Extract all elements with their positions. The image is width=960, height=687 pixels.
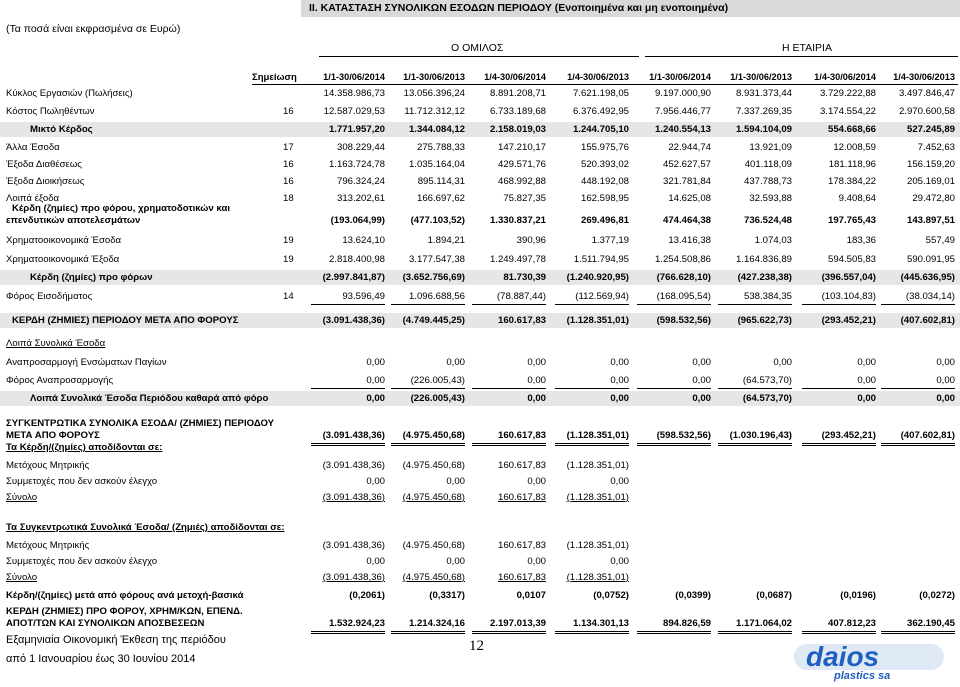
value-cell: 32.593,88 [749, 193, 792, 204]
total-underline [718, 631, 792, 634]
row-label: ΣΥΓΚΕΝΤΡΩΤΙΚΑ ΣΥΝΟΛΙΚΑ ΕΣΟΔΑ/ (ΖΗΜΙΕΣ) ΠΕΡΙΟΔΟΥ [6, 418, 275, 429]
column-header-8: 1/4-30/06/2013 [893, 72, 955, 82]
column-header-3: 1/4-30/06/2014 [484, 72, 546, 82]
row-label: Λοιπά Συνολικά Έσοδα [6, 338, 106, 349]
value-cell: 390,96 [516, 235, 546, 246]
row-note-ref: 14 [283, 291, 294, 302]
value-cell: (4.975.450,68) [402, 430, 465, 441]
value-cell: 160.617,83 [497, 492, 546, 503]
value-cell: (0,0752) [593, 590, 629, 601]
value-cell: 7.956.446,77 [654, 106, 711, 117]
row-label-continued: ΑΠΟΤ/ΤΩΝ ΚΑΙ ΣΥΝΟΛΙΚΩΝ ΑΠΟΣΒΕΣΕΩΝ [6, 618, 205, 629]
total-underline [311, 443, 385, 446]
value-cell: (1.128.351,01) [566, 540, 629, 551]
row-note-ref: 16 [283, 159, 294, 170]
value-cell: (407.602,81) [900, 315, 955, 326]
total-underline [555, 443, 629, 446]
value-cell: 9.197.000,90 [654, 88, 711, 99]
value-cell: 0,00 [692, 357, 711, 368]
value-cell: 0,00 [366, 556, 385, 567]
value-cell: 8.891.208,71 [489, 88, 546, 99]
total-underline [881, 388, 955, 389]
value-cell: (0,2061) [349, 590, 385, 601]
value-cell: 160.617,83 [497, 430, 546, 441]
footer-report-period: από 1 Ιανουαρίου έως 30 Ιουνίου 2014 [6, 653, 196, 665]
value-cell: (4.749.445,25) [402, 315, 465, 326]
column-header-6: 1/1-30/06/2013 [730, 72, 792, 82]
value-cell: 13.624,10 [342, 235, 385, 246]
total-underline [637, 388, 711, 389]
value-cell: 14.625,08 [668, 193, 711, 204]
total-underline [311, 631, 385, 634]
value-cell: 8.931.373,44 [735, 88, 792, 99]
value-cell: (293.452,21) [821, 315, 876, 326]
value-cell: (193.064,99) [330, 215, 385, 226]
column-header-4: 1/4-30/06/2013 [567, 72, 629, 82]
value-cell: 0,00 [446, 476, 465, 487]
statement-title: II. ΚΑΤΑΣΤΑΣΗ ΣΥΝΟΛΙΚΩΝ ΕΣΟΔΩΝ ΠΕΡΙΟΔΟΥ (Ενοποιημένα και μη ενοποιημένα) [309, 2, 729, 14]
value-cell: 2.197.013,39 [489, 618, 546, 629]
value-cell: 13.056.396,24 [403, 88, 465, 99]
value-cell: 0,00 [446, 357, 465, 368]
value-cell: 313.202,61 [336, 193, 385, 204]
value-cell: 75.827,35 [503, 193, 546, 204]
value-cell: (4.975.450,68) [402, 492, 465, 503]
value-cell: 1.214.324,16 [408, 618, 465, 629]
row-note-ref: 16 [283, 176, 294, 187]
row-label: ΚΕΡΔΗ (ΖΗΜΙΕΣ) ΠΕΡΙΟΔΟΥ ΜΕΤΑ ΑΠΟ ΦΟΡΟΥΣ [12, 315, 239, 326]
value-cell: 0,00 [857, 357, 876, 368]
value-cell: (4.975.450,68) [402, 460, 465, 471]
value-cell: (4.975.450,68) [402, 540, 465, 551]
value-cell: 554.668,66 [827, 124, 876, 135]
total-underline [391, 388, 465, 389]
value-cell: (3.091.438,36) [322, 430, 385, 441]
value-cell: 9.408,64 [838, 193, 876, 204]
value-cell: (3.091.438,36) [322, 460, 385, 471]
value-cell: 0,00 [527, 476, 546, 487]
value-cell: 11.712.312,12 [404, 106, 465, 117]
row-label: Σύνολο [6, 492, 38, 503]
total-underline [311, 304, 385, 305]
value-cell: 1.894,21 [427, 235, 465, 246]
value-cell: 321.781,84 [662, 176, 711, 187]
total-underline [637, 304, 711, 305]
value-cell: 474.464,38 [662, 215, 711, 226]
value-cell: 894.826,59 [662, 618, 711, 629]
total-underline [637, 443, 711, 446]
total-underline [391, 631, 465, 634]
value-cell: 2.158.019,03 [489, 124, 546, 135]
value-cell: 162.598,95 [580, 193, 629, 204]
value-cell: 160.617,83 [497, 572, 546, 583]
value-cell: 0,00 [610, 357, 629, 368]
value-cell: 407.812,23 [827, 618, 876, 629]
row-label: Σύνολο [6, 572, 38, 583]
value-cell: 0,00 [857, 375, 876, 386]
value-cell: 7.337.269,35 [735, 106, 792, 117]
value-cell: (64.573,70) [742, 375, 792, 386]
value-cell: (3.091.438,36) [322, 315, 385, 326]
value-cell: (965.622,73) [737, 315, 792, 326]
value-cell: (0,0272) [919, 590, 955, 601]
value-cell: 1.344.084,12 [408, 124, 465, 135]
value-cell: 178.384,22 [827, 176, 876, 187]
value-cell: 143.897,51 [906, 215, 955, 226]
logo-wordmark: daios [806, 641, 880, 672]
row-label: Κέρδη (ζημίες) προ φόρων [30, 272, 153, 283]
value-cell: 2.970.600,58 [898, 106, 955, 117]
value-cell: 81.730,39 [503, 272, 546, 283]
row-label: Χρηματοοικονομικά Έσοδα [6, 235, 122, 246]
group-underline [319, 56, 639, 57]
value-cell: (1.030.196,43) [729, 430, 792, 441]
value-cell: 452.627,57 [662, 159, 711, 170]
value-cell: 0,00 [366, 375, 385, 386]
value-cell: 0,00 [527, 393, 546, 404]
row-note-ref: 16 [283, 106, 294, 117]
value-cell: 1.074,03 [754, 235, 792, 246]
value-cell: 205.169,01 [906, 176, 955, 187]
value-cell: 0,00 [857, 393, 876, 404]
total-underline [802, 443, 876, 446]
value-cell: (226.005,43) [410, 375, 465, 386]
row-note-ref: 18 [283, 193, 294, 204]
value-cell: 0,00 [527, 357, 546, 368]
logo-subtext: plastics sa [834, 670, 891, 682]
total-underline [472, 388, 546, 389]
row-label: Φόρος Εισοδήματος [6, 291, 93, 302]
value-cell: (766.628,10) [656, 272, 711, 283]
row-label: Χρηματοοικονομικά Έξοδα [6, 254, 120, 265]
value-cell: 1.330.837,21 [489, 215, 546, 226]
value-cell: 895.114,31 [417, 176, 465, 187]
value-cell: 181.118,96 [828, 159, 876, 170]
value-cell: 520.393,02 [580, 159, 629, 170]
value-cell: (4.975.450,68) [402, 572, 465, 583]
value-cell: 1.532.924,23 [328, 618, 385, 629]
value-cell: (0,0399) [675, 590, 711, 601]
column-header-2: 1/1-30/06/2013 [403, 72, 465, 82]
value-cell: (3.091.438,36) [322, 540, 385, 551]
value-cell: 160.617,83 [497, 315, 546, 326]
row-label: Έξοδα Διοικήσεως [6, 176, 85, 187]
value-cell: 1.244.705,10 [572, 124, 629, 135]
value-cell: 1.134.301,13 [572, 618, 629, 629]
value-cell: (3.652.756,69) [402, 272, 465, 283]
value-cell: 0,00 [366, 393, 385, 404]
value-cell: 0,00 [936, 393, 955, 404]
total-underline [472, 631, 546, 634]
value-cell: (445.636,95) [900, 272, 955, 283]
value-cell: 6.733.189,68 [489, 106, 546, 117]
company-heading: Η ΕΤΑΙΡΙΑ [782, 42, 832, 54]
row-label: Μετόχους Μητρικής [6, 460, 90, 471]
value-cell: 7.452,63 [917, 142, 955, 153]
value-cell: 0,00 [692, 393, 711, 404]
value-cell: 0,00 [936, 357, 955, 368]
value-cell: 7.621.198,05 [572, 88, 629, 99]
value-cell: 0,00 [610, 393, 629, 404]
value-cell: 0,00 [527, 375, 546, 386]
value-cell: 0,00 [610, 375, 629, 386]
value-cell: 156.159,20 [906, 159, 955, 170]
total-underline [555, 304, 629, 305]
value-cell: 796.324,24 [336, 176, 385, 187]
row-label: Συμμετοχές που δεν ασκούν έλεγχο [6, 556, 158, 567]
value-cell: 590.091,95 [906, 254, 955, 265]
value-cell: 0,00 [773, 357, 792, 368]
total-underline [881, 304, 955, 305]
value-cell: 0,0107 [516, 590, 546, 601]
row-label: Μικτό Κέρδος [30, 124, 93, 135]
value-cell: (38.034,14) [905, 291, 955, 302]
value-cell: 1.171.064,02 [735, 618, 792, 629]
value-cell: (2.997.841,87) [322, 272, 385, 283]
value-cell: (0,3317) [429, 590, 465, 601]
value-cell: 275.788,33 [416, 142, 465, 153]
value-cell: 0,00 [527, 556, 546, 567]
value-cell: 160.617,83 [497, 460, 546, 471]
total-underline [718, 304, 792, 305]
value-cell: 0,00 [692, 375, 711, 386]
value-cell: (3.091.438,36) [322, 572, 385, 583]
value-cell: (103.104,83) [821, 291, 876, 302]
row-note-ref: 17 [283, 142, 294, 153]
total-underline [555, 388, 629, 389]
value-cell: (1.128.351,01) [566, 315, 629, 326]
total-underline [718, 388, 792, 389]
value-cell: 468.992,88 [497, 176, 546, 187]
value-cell: 0,00 [610, 556, 629, 567]
value-cell: (598.532,56) [656, 315, 711, 326]
value-cell: 362.190,45 [906, 618, 955, 629]
value-cell: 166.697,62 [416, 193, 465, 204]
row-label: Τα Συγκεντρωτικά Συνολικά Έσοδα/ (Ζημιές) αποδίδονται σε: [6, 522, 285, 533]
value-cell: 0,00 [610, 476, 629, 487]
header-underline [252, 84, 958, 85]
value-cell: 1.594.104,09 [735, 124, 792, 135]
value-cell: (3.091.438,36) [322, 492, 385, 503]
row-label: Κύκλος Εργασιών (Πωλήσεις) [6, 88, 133, 99]
value-cell: 736.524,48 [743, 215, 792, 226]
value-cell: 12.008,59 [833, 142, 876, 153]
row-label: Άλλα Έσοδα [6, 142, 60, 153]
value-cell: 1.163.724,78 [328, 159, 385, 170]
total-underline [881, 631, 955, 634]
row-label: Αναπροσαρμογή Ενσώματων Παγίων [6, 357, 167, 368]
value-cell: 0,00 [936, 375, 955, 386]
company-underline [645, 56, 958, 57]
value-cell: 13.921,09 [749, 142, 792, 153]
value-cell: 3.497.846,47 [898, 88, 955, 99]
total-underline [802, 388, 876, 389]
value-cell: 0,00 [446, 556, 465, 567]
value-cell: 29.472,80 [912, 193, 955, 204]
row-note-ref: 19 [283, 235, 294, 246]
value-cell: (226.005,43) [410, 393, 465, 404]
row-label: ΚΕΡΔΗ (ΖΗΜΙΕΣ) ΠΡΟ ΦΟΡΟΥ, ΧΡΗΜ/ΚΩΝ, ΕΠΕΝΔ. [6, 606, 243, 617]
row-label: Λοιπά Συνολικά Έσοδα Περιόδου καθαρά από φόρο [30, 393, 269, 404]
value-cell: (78.887,44) [496, 291, 546, 302]
value-cell: (64.573,70) [742, 393, 792, 404]
value-cell: 1.254.508,86 [654, 254, 711, 265]
value-cell: 0,00 [366, 476, 385, 487]
value-cell: (598.532,56) [656, 430, 711, 441]
total-underline [472, 304, 546, 305]
value-cell: (1.128.351,01) [566, 492, 629, 503]
value-cell: 93.596,49 [342, 291, 385, 302]
row-label: Κέρδη/(ζημίες) μετά από φόρους ανά μετοχή-βασικά [6, 590, 244, 601]
value-cell: 155.975,76 [580, 142, 629, 153]
row-label: Έξοδα Διαθέσεως [6, 159, 82, 170]
total-underline [718, 443, 792, 446]
value-cell: 22.944,74 [668, 142, 711, 153]
value-cell: 1.240.554,13 [654, 124, 711, 135]
value-cell: (293.452,21) [821, 430, 876, 441]
value-cell: 1.377,19 [591, 235, 629, 246]
value-cell: 13.416,38 [668, 235, 711, 246]
total-underline [555, 631, 629, 634]
value-cell: 1.035.164,04 [408, 159, 465, 170]
value-cell: 429.571,76 [497, 159, 546, 170]
value-cell: 594.505,83 [827, 254, 876, 265]
value-cell: (1.240.920,95) [566, 272, 629, 283]
row-label: Μετόχους Μητρικής [6, 540, 90, 551]
value-cell: (1.128.351,01) [566, 460, 629, 471]
total-underline [311, 388, 385, 389]
value-cell: 147.210,17 [497, 142, 546, 153]
note-column-header: Σημείωση [252, 72, 297, 83]
value-cell: (112.569,94) [575, 291, 629, 302]
page-number: 12 [469, 638, 484, 654]
value-cell: 0,00 [366, 357, 385, 368]
value-cell: (477.103,52) [410, 215, 465, 226]
value-cell: 183,36 [846, 235, 876, 246]
value-cell: 1.771.957,20 [328, 124, 385, 135]
value-cell: 401.118,09 [744, 159, 792, 170]
row-label: Κόστος Πωληθέντων [6, 106, 95, 117]
value-cell: (427.238,38) [737, 272, 792, 283]
value-cell: 437.788,73 [743, 176, 792, 187]
row-label: Λοιπά έξοδα [6, 193, 60, 204]
company-logo [792, 638, 952, 682]
column-header-1: 1/1-30/06/2014 [323, 72, 385, 82]
value-cell: 538.384,35 [743, 291, 792, 302]
value-cell: 269.496,81 [580, 215, 629, 226]
value-cell: 1.164.836,89 [735, 254, 792, 265]
value-cell: 1.096.688,56 [408, 291, 465, 302]
value-cell: (0,0196) [840, 590, 876, 601]
footer-report-title: Εξαμηνιαία Οικονομική Έκθεση της περιόδου [6, 634, 226, 646]
row-note-ref: 19 [283, 254, 294, 265]
value-cell: 2.818.400,98 [328, 254, 385, 265]
value-cell: 3.729.222,88 [819, 88, 876, 99]
column-header-7: 1/4-30/06/2014 [814, 72, 876, 82]
row-label-continued: επενδυτικών αποτελεσμάτων [6, 215, 141, 226]
value-cell: 3.177.547,38 [408, 254, 465, 265]
total-underline [637, 631, 711, 634]
value-cell: 308.229,44 [336, 142, 385, 153]
value-cell: 448.192,08 [580, 176, 629, 187]
value-cell: (0,0687) [756, 590, 792, 601]
total-underline [802, 304, 876, 305]
total-underline [391, 304, 465, 305]
value-cell: 1.249.497,78 [489, 254, 546, 265]
value-cell: (407.602,81) [900, 430, 955, 441]
value-cell: (1.128.351,01) [566, 572, 629, 583]
total-underline [472, 443, 546, 446]
row-label: Κέρδη (ζημίες) προ φόρου, χρηματοδοτικών και [12, 203, 231, 214]
group-heading: Ο ΟΜΙΛΟΣ [451, 42, 504, 54]
total-underline [881, 443, 955, 446]
column-header-5: 1/1-30/06/2014 [649, 72, 711, 82]
value-cell: 527.245,89 [906, 124, 955, 135]
row-label-continued: ΜΕΤΑ ΑΠΟ ΦΟΡΟΥΣ [6, 430, 100, 441]
value-cell: 3.174.554,22 [819, 106, 876, 117]
value-cell: (1.128.351,01) [566, 430, 629, 441]
value-cell: 197.765,43 [827, 215, 876, 226]
value-cell: 6.376.492,95 [572, 106, 629, 117]
value-cell: 160.617,83 [497, 540, 546, 551]
value-cell: 557,49 [925, 235, 955, 246]
row-label: Τα Κέρδη/(ζημίες) αποδίδονται σε: [6, 442, 163, 453]
total-underline [391, 443, 465, 446]
row-label: Φόρος Αναπροσαρμογής [6, 375, 114, 386]
row-label: Συμμετοχές που δεν ασκούν έλεγχο [6, 476, 158, 487]
value-cell: 1.511.794,95 [573, 254, 629, 265]
currency-note: (Τα ποσά είναι εκφρασμένα σε Ευρώ) [6, 23, 181, 35]
value-cell: (396.557,04) [821, 272, 876, 283]
value-cell: (168.095,54) [656, 291, 711, 302]
total-underline [802, 631, 876, 634]
value-cell: 14.358.986,73 [323, 88, 385, 99]
value-cell: 12.587.029,53 [323, 106, 385, 117]
